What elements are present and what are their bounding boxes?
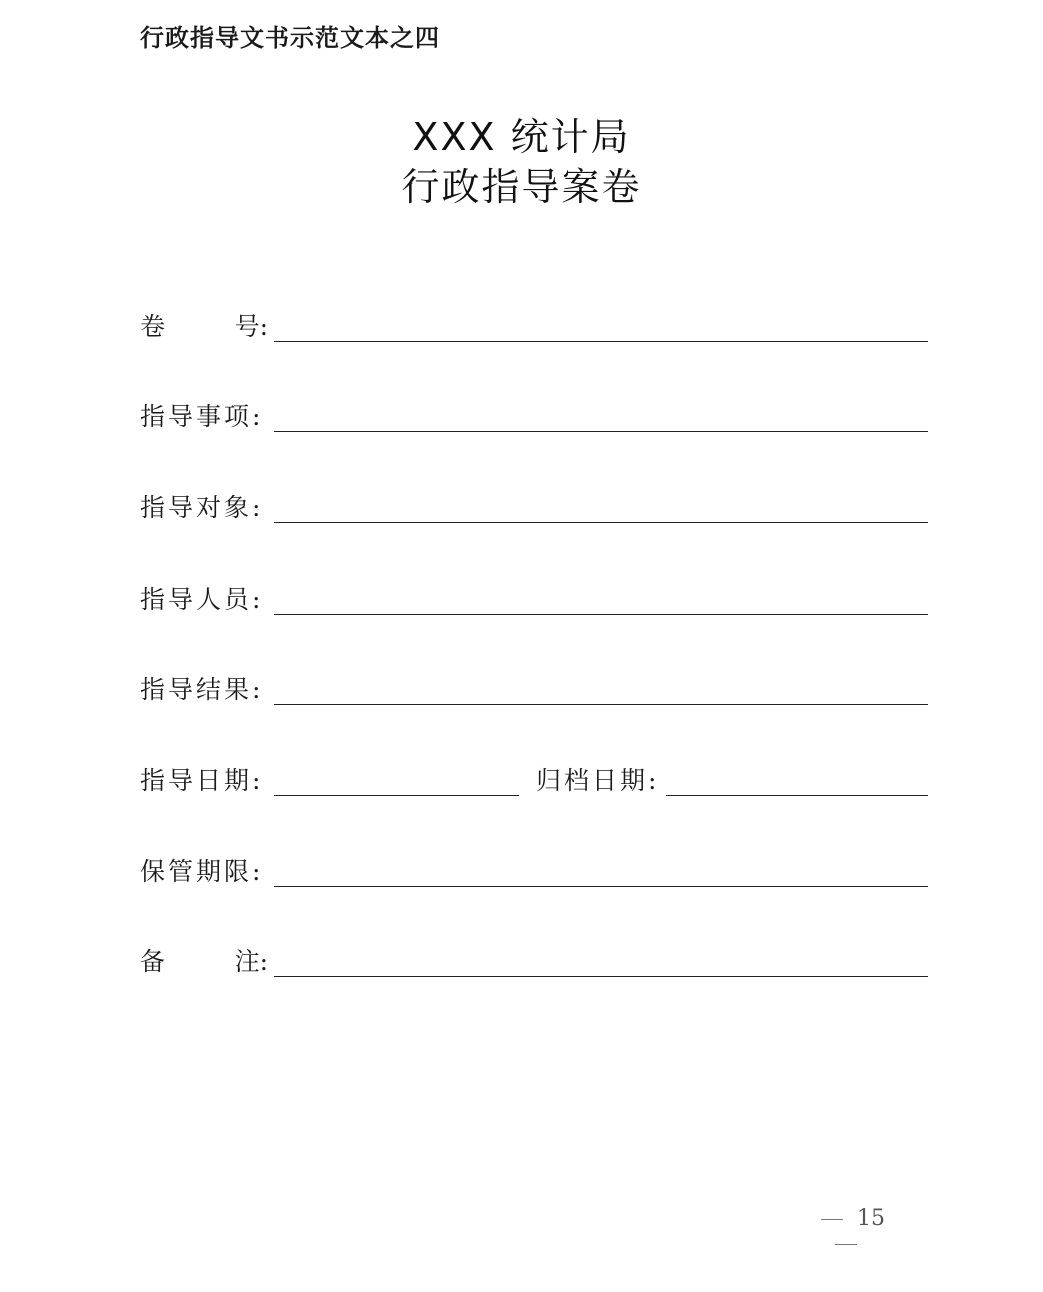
- field-volume-number: [140, 302, 928, 342]
- field-label-remarks: [140, 947, 268, 977]
- field-label-guidance-result: 指导结果:: [140, 675, 264, 704]
- page-number-dash-right: [835, 1244, 857, 1245]
- field-line-retention-period[interactable]: [274, 886, 928, 887]
- field-label-remarks-char2: 注:: [234, 947, 268, 976]
- field-label-volume-number-char2: 号:: [234, 312, 268, 341]
- field-guidance-matter: [140, 392, 928, 432]
- field-line-guidance-target[interactable]: [274, 522, 928, 523]
- document-type-label: 行政指导文书示范文本之四: [140, 23, 440, 52]
- document-title: [0, 112, 1043, 212]
- field-line-archive-date[interactable]: [666, 795, 928, 796]
- field-line-remarks[interactable]: [274, 976, 928, 977]
- field-guidance-target: [140, 483, 928, 523]
- field-label-archive-date: 归档日期:: [536, 766, 660, 795]
- field-label-guidance-staff: 指导人员:: [140, 585, 264, 614]
- field-line-guidance-staff[interactable]: [274, 614, 928, 615]
- page-number: [786, 1206, 906, 1256]
- field-line-guidance-matter[interactable]: [274, 431, 928, 432]
- field-retention-period: [140, 847, 928, 887]
- field-dates: [140, 756, 928, 796]
- field-label-guidance-target: 指导对象:: [140, 493, 264, 522]
- field-label-guidance-matter: 指导事项:: [140, 402, 264, 431]
- page-number-dash-left: [821, 1219, 843, 1220]
- field-label-volume-number: [140, 312, 268, 342]
- page-number-value: 15: [857, 1206, 885, 1231]
- field-remarks: [140, 937, 928, 977]
- field-label-remarks-char1: 备: [140, 947, 166, 976]
- title-bureau: XXX 统计局: [412, 115, 631, 159]
- field-line-guidance-result[interactable]: [274, 704, 928, 705]
- field-label-volume-number-char1: 卷: [140, 312, 166, 341]
- field-label-retention-period: 保管期限:: [140, 857, 264, 886]
- field-line-guidance-date[interactable]: [274, 795, 519, 796]
- title-case-file: 行政指导案卷: [401, 165, 642, 209]
- field-label-guidance-date: 指导日期:: [140, 766, 264, 795]
- field-guidance-staff: [140, 575, 928, 615]
- field-guidance-result: [140, 665, 928, 705]
- field-line-volume-number[interactable]: [274, 341, 928, 342]
